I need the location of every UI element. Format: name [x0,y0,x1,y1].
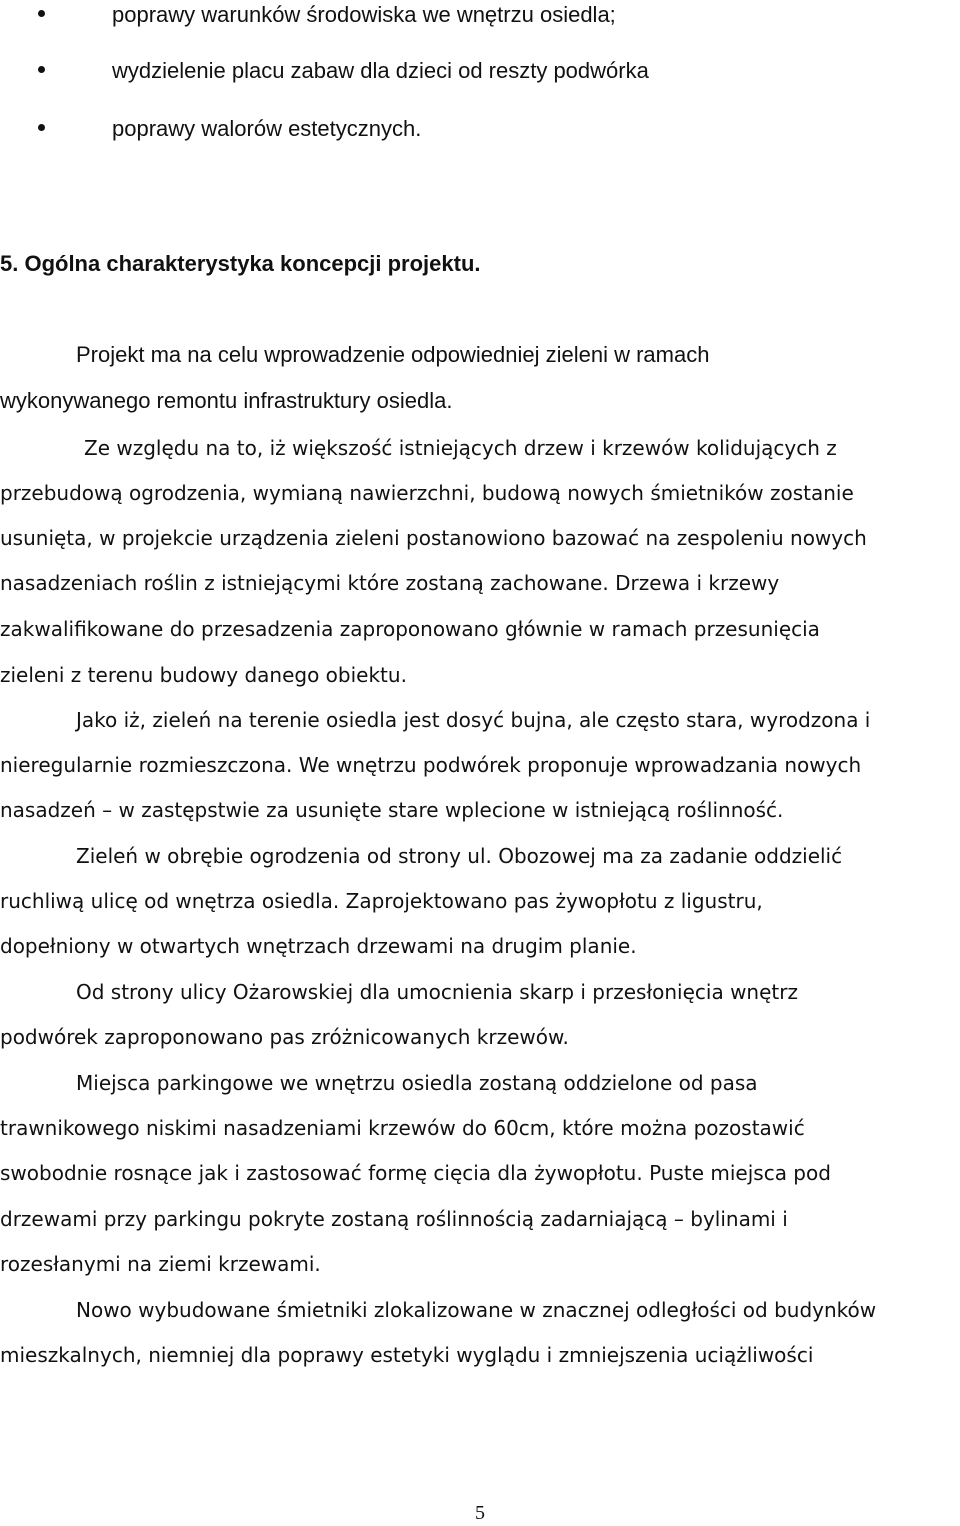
section-heading: 5. Ogólna charakterystyka koncepcji projektu. [0,251,481,276]
bullet-icon [38,10,45,17]
paragraph-line: swobodnie rosnące jak i zastosować formę cięcia dla żywopłotu. Puste miejsca pod [0,1161,831,1185]
paragraph-line: usunięta, w projekcie urządzenia zieleni postanowiono bazować na zespoleniu nowych [0,526,867,550]
bullet-item [0,56,900,86]
paragraph-line: podwórek zaproponowano pas zróżnicowanych krzewów. [0,1025,569,1049]
paragraph-line: przebudową ogrodzenia, wymianą nawierzchni, budową nowych śmietników zostanie [0,481,854,505]
paragraph-line: Nowo wybudowane śmietniki zlokalizowane w znacznej odległości od budynków [76,1298,877,1322]
paragraph-line: Od strony ulicy Ożarowskiej dla umocnienia skarp i przesłonięcia wnętrz [76,980,798,1004]
paragraph-line: ruchliwą ulicę od wnętrza osiedla. Zaprojektowano pas żywopłotu z ligustru, [0,889,763,913]
paragraph-line: nasadzeń – w zastępstwie za usunięte stare wplecione w istniejącą roślinność. [0,798,784,822]
paragraph-line: rozesłanymi na ziemi krzewami. [0,1252,321,1276]
paragraph-line: zieleni z terenu budowy danego obiektu. [0,663,407,687]
paragraph-line: nieregularnie rozmieszczona. We wnętrzu podwórek proponuje wprowadzania nowych [0,753,862,777]
paragraph-line: Zieleń w obrębie ogrodzenia od strony ul. Obozowej ma za zadanie oddzielić [76,844,843,868]
paragraph-line: trawnikowego niskimi nasadzeniami krzewów do 60cm, które można pozostawić [0,1116,805,1140]
paragraph-line: Jako iż, zieleń na terenie osiedla jest dosyć bujna, ale często stara, wyrodzona i [76,708,871,732]
paragraph-line: Projekt ma na celu wprowadzenie odpowiedniej zieleni w ramach [76,342,710,367]
bullet-icon [38,66,45,73]
paragraph-line: nasadzeniach roślin z istniejącymi które zostaną zachowane. Drzewa i krzewy [0,571,780,595]
bullet-text: poprawy walorów estetycznych. [112,116,422,141]
bullet-item [0,0,900,30]
bullet-text: poprawy warunków środowiska we wnętrzu osiedla; [112,2,616,27]
paragraph-line: wykonywanego remontu infrastruktury osiedla. [0,388,453,413]
bullet-icon [38,124,45,131]
paragraph-line: drzewami przy parkingu pokryte zostaną roślinnością zadarniającą – bylinami i [0,1207,788,1231]
page-number: 5 [475,1502,485,1524]
paragraph-line: zakwalifikowane do przesadzenia zaproponowano głównie w ramach przesunięcia [0,617,820,641]
bullet-text: wydzielenie placu zabaw dla dzieci od reszty podwórka [112,58,649,83]
bullet-item [0,114,900,144]
paragraph-line: mieszkalnych, niemniej dla poprawy estetyki wyglądu i zmniejszenia uciążliwości [0,1343,814,1367]
paragraph-line: Ze względu na to, iż większość istniejących drzew i krzewów kolidujących z [84,436,837,460]
paragraph-line: Miejsca parkingowe we wnętrzu osiedla zostaną oddzielone od pasa [76,1071,758,1095]
paragraph-line: dopełniony w otwartych wnętrzach drzewami na drugim planie. [0,934,637,958]
